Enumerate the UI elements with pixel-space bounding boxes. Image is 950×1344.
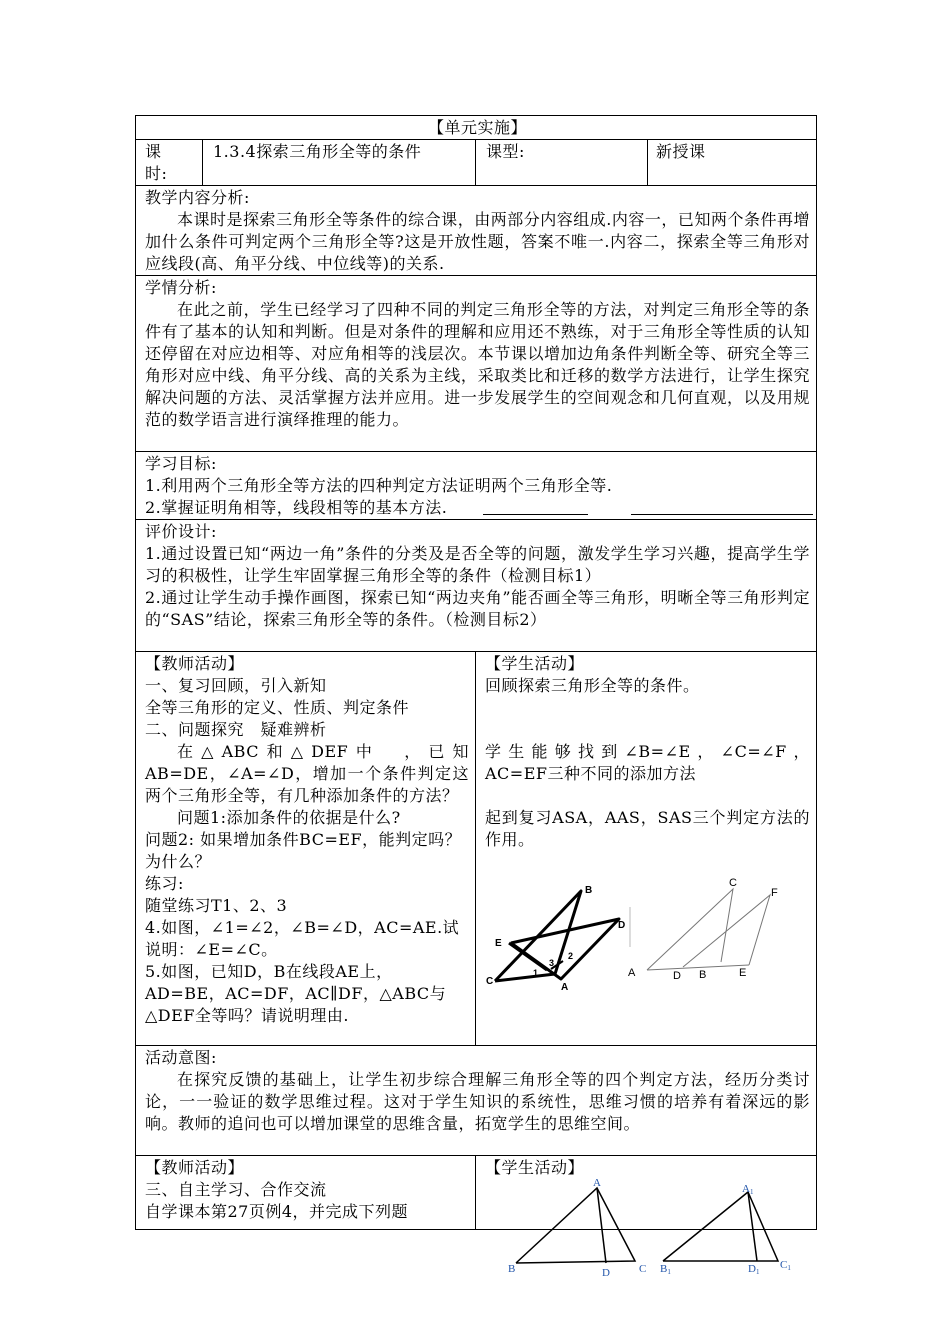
student-activity-cell [476,652,817,1046]
kexing-label: 课型: [476,140,648,186]
intent-row [136,1046,817,1156]
altitude-ad [597,1188,606,1263]
lesson-table [135,115,817,1230]
unit-header: 【单元实施】 [136,116,817,140]
content-analysis-row [136,186,817,276]
keshi-label: 课时: [136,140,203,186]
teacher-activity-head-2: 【教师活动】 [145,1158,245,1177]
label-b2: B [699,969,707,981]
figure-exercise-4 [495,891,619,981]
evaluation-item-1: 1.通过设置已知“两边一角”条件的分类及是否全等的问题，激发学生学习兴趣，提高学生学习的积极性，让学生牢固掌握三角形全等的条件（检测目标1） [145,544,811,585]
teacher-step-4: 三、自主学习、合作交流 [145,1180,327,1199]
evaluation-title: 评价设计: [145,522,217,541]
figure-exercise-5 [647,889,770,970]
exercise-5: 5.如图，已知D，B在线段AE上，AD=BE，AC=DF，AC∥DF，△ABC与△DEF全等吗？请说明理由. [145,962,447,1025]
label-f2: F [771,887,779,899]
content-analysis-body: 本课时是探索三角形全等条件的综合课，由两部分内容组成.内容一，已知两个条件再增加什么条件可判定两个三角形全等?这是开放性题，答案不唯一.内容二，探索全等三角形对应线段(高、角平分线、中位线等)的关系. [145,210,811,273]
goal-item-1: 1.利用两个三角形全等方法的四种判定方法证明两个三角形全等. [145,476,613,495]
goals-title: 学习目标: [145,454,217,473]
label-angle-2: 2 [568,951,574,961]
student-activity-head-2: 【学生活动】 [485,1158,585,1177]
student-activity-3: 起到复习ASA，AAS，SAS三个判定方法的作用。 [485,808,811,849]
geometry-figures-2 [500,1176,810,1284]
lesson-info-row [136,140,817,186]
label-d2: D [673,970,682,982]
geometry-figures-1 [481,877,811,997]
kexing-value: 新授课 [648,140,817,186]
label-angle-3: 3 [549,958,555,968]
teacher-activity-cell-2 [136,1156,476,1230]
teacher-step-5: 自学课本第27页例4，并完成下列题 [145,1202,409,1221]
label-c1: C1 [780,1259,791,1272]
content-analysis-title: 教学内容分析: [145,188,250,207]
activity-row-1 [136,652,817,1046]
practice-label: 练习: [145,874,184,893]
triangle-def-outline [683,895,770,967]
label-a3: A [593,1177,601,1189]
exercise-4: 4.如图，∠1=∠2，∠B=∠D，AC=AE.试说明：∠E=∠C。 [145,918,460,959]
student-analysis-row [136,276,817,452]
intent-body: 在探究反馈的基础上，让学生初步综合理解三角形全等的四个判定方法，经历分类讨论，一一验证的数学思维过程。这对于学生知识的系统性，思维习惯的培养有着深远的影响。教师的追问也可以增加课堂的思维含量，拓宽学生的思维空间。 [145,1070,811,1133]
teacher-question-2: 问题2: 如果增加条件BC=EF，能判定吗？为什么？ [145,830,462,871]
evaluation-row [136,520,817,652]
label-a2: A [628,967,636,979]
label-d: D [618,920,626,931]
teacher-step-3: 二、问题探究 疑难辨析 [145,720,327,739]
goal-item-2: 2.掌握证明角相等，线段相等的基本方法. [145,498,448,517]
teacher-activity-head: 【教师活动】 [145,654,245,673]
triangle-a1b1c1 [663,1192,778,1261]
intent-title: 活动意图: [145,1048,217,1067]
teacher-question-1: 问题1:添加条件的依据是什么? [177,808,401,827]
goals-row [136,452,817,520]
student-analysis-body: 在此之前，学生已经学习了四种不同的判定三角形全等的方法，对判定三角形全等的条件有了基本的认知和判断。但是对条件的理解和应用还不熟练，对于三角形全等性质的认知还停留在对应边相等、对应角相等的浅层次。本节课以增加边角条件判断全等、研究全等三角形对应中线、角平分线、高的关系为主线，采取类比和迁移的数学方法进行，让学生探究解决问题的方法、灵活掌握方法并应用。进一步发展学生的空间观念和几何直观，以及用规范的数学语言进行演绎推理的能力。 [145,300,811,429]
triangle-abc [516,1188,635,1263]
student-activity-head: 【学生活动】 [485,654,585,673]
label-angle-1: 1 [533,968,539,978]
label-c3: C [639,1263,647,1275]
label-d1: D1 [748,1263,760,1276]
blank-underline-2 [631,514,813,515]
teacher-activity-cell [136,652,476,1046]
label-e: E [495,938,503,949]
header-row [136,116,817,140]
label-b: B [585,885,593,896]
triangle-abc-outline [647,889,733,970]
label-a1: A1 [742,1183,754,1196]
label-e2: E [739,967,747,979]
label-c2: C [729,877,738,889]
label-d3: D [602,1267,610,1279]
teacher-step-2: 全等三角形的定义、性质、判定条件 [145,698,410,717]
evaluation-item-2: 2.通过让学生动手操作画图，探索已知“两边夹角”能否画全等三角形，明晰全等三角形判定的“SAS”结论，探索三角形全等的条件。（检测目标2） [145,588,811,629]
practice-list: 随堂练习T1、2、3 [145,896,288,915]
label-b3: B [508,1263,516,1275]
student-activity-1: 回顾探索三角形全等的条件。 [485,676,700,695]
keshi-value: 1.3.4探索三角形全等的条件 [203,140,476,186]
label-b1: B1 [660,1263,671,1276]
teacher-step-1: 一、复习回顾，引入新知 [145,676,327,695]
blank-underline-1 [483,514,588,515]
label-a: A [561,982,569,993]
label-c: C [486,976,494,987]
segment-ae [647,965,749,970]
teacher-question-main: 在△ABC和△DEF中 ，已知AB=DE，∠A=∠D，增加一个条件判定这两个三角形全等，有几种添加条件的方法？ [145,742,469,805]
student-analysis-title: 学情分析: [145,278,217,297]
student-activity-2: 学生能够找到∠B=∠E，∠C=∠F，AC=EF三种不同的添加方法 [485,742,811,783]
